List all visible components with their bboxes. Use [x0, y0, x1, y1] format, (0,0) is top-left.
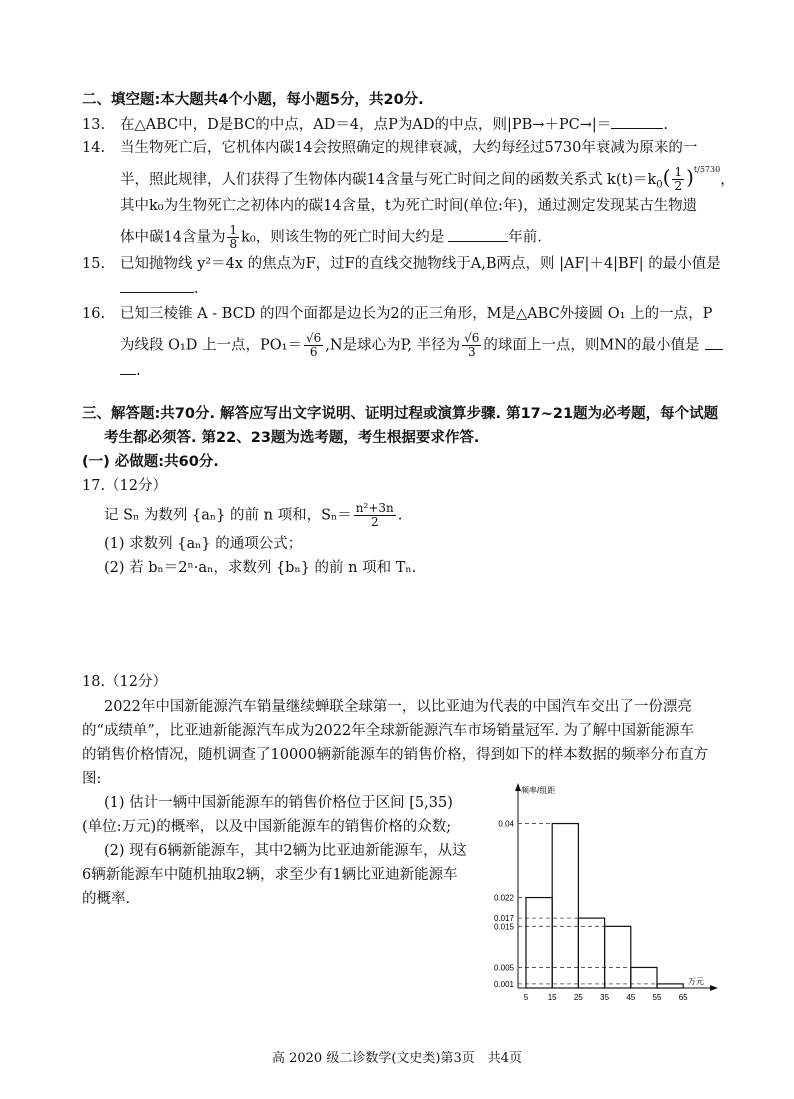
question-number: 15. [82, 256, 106, 272]
y-tick-label: 0.005 [493, 963, 514, 973]
x-tick-label: 45 [626, 993, 636, 1002]
close-paren: ) [686, 164, 694, 189]
x-tick-label: 5 [523, 993, 529, 1002]
question-text: 在△ABC中，D是BC的中点，AD＝4，点P为AD的中点，则 [120, 117, 507, 133]
section3-heading-cont: 考生都必须答. 第22、23题为选考题，考生根据要求作答. [104, 430, 480, 446]
fraction [354, 502, 396, 529]
fraction [304, 332, 323, 359]
question-text: 已知三棱锥 A - BCD 的四个面都是边长为2的正三角形，M是△ABC外接圆 O₁ 上的一点，P [120, 306, 713, 322]
question-text: 半，照此规律，人们获得了生物体内碳14含量与死亡时间之间的函数关系式 k(t)＝k [120, 171, 657, 188]
question-text: 为线段 O₁D 上一点，PO₁＝ [120, 337, 302, 354]
question-17-part2: (2) 若 bₙ＝2ⁿ·aₙ，求数列 {bₙ} 的前 n 项和 Tₙ. [104, 560, 417, 576]
denominator: 6 [309, 345, 318, 359]
numerator: 1 [229, 223, 238, 237]
question-18-text-line2: 的“成绩单”，比亚迪新能源汽车成为2022年全球新能源汽车市场销量冠军. 为了解中国新能源车 [82, 723, 694, 739]
histogram-bar [605, 926, 631, 988]
question-17-number: 17.（12分） [82, 478, 168, 494]
answer-blank[interactable] [611, 114, 663, 129]
answer-blank[interactable] [448, 227, 508, 242]
question-14-line2 [120, 166, 735, 196]
question-15-line1 [82, 254, 721, 274]
comma: ， [720, 171, 735, 188]
question-18-text-line1: 2022年中国新能源汽车销量继续蝉联全球第一，以比亚迪为代表的中国汽车交出了一份漂亮 [104, 699, 692, 715]
frequency-histogram [480, 778, 720, 1010]
question-text: 年前. [508, 229, 542, 246]
vector-expression: |PB→＋PC→|＝ [506, 117, 612, 133]
question-17-part1: (1) 求数列 {aₙ} 的通项公式； [104, 536, 303, 552]
x-tick-label: 15 [547, 993, 557, 1002]
question-text: 当生物死亡后，它机体内碳14会按照确定的规律衰减，大约每经过5730年衰减为原来的一 [120, 140, 698, 156]
subscript: 0 [656, 179, 663, 191]
histogram-bar [578, 918, 604, 988]
fraction [672, 166, 684, 193]
question-number: 14. [82, 140, 106, 156]
question-number: 13. [82, 117, 106, 133]
x-tick-label: 35 [600, 993, 610, 1002]
question-text: 已知抛物线 y²＝4x 的焦点为F，过F的直线交抛物线于A,B两点，则 |AF|＋4|BF| 的最小值是 [120, 256, 721, 272]
y-tick-label: 0.04 [498, 819, 514, 829]
question-18-part2-line1: (2) 现有6辆新能源车，其中2辆为比亚迪新能源车，从这 [104, 843, 467, 859]
question-15-line2 [120, 278, 199, 299]
denominator: 3 [467, 345, 476, 359]
histogram-bar [631, 967, 657, 988]
answer-blank[interactable] [120, 278, 194, 293]
exponent: t/5730 [693, 165, 721, 174]
y-tick-label: 0.015 [493, 922, 514, 932]
denominator: 2 [370, 515, 379, 529]
question-14-line1 [82, 138, 697, 158]
question-18-text-line3: 的销售价格情况，随机调查了10000辆新能源车的销售价格，得到如下的样本数据的频率分布直方 [82, 747, 709, 763]
question-17-statement [104, 502, 402, 529]
question-text: 的球面上一点，则MN的最小值是 [483, 337, 700, 354]
page-footer: 高 2020 级二诊数学(文史类)第3页 共4页 [271, 1051, 523, 1066]
question-text: k₀，则该生物的死亡时间大约是 [241, 229, 445, 246]
answer-blank[interactable] [705, 335, 723, 350]
question-18-text-line4: 图: [82, 771, 102, 787]
x-tick-label: 65 [678, 993, 688, 1002]
numerator: √6 [306, 331, 322, 345]
x-tick-label: 25 [573, 993, 583, 1002]
numerator: n²+3n [355, 501, 394, 515]
period: . [663, 117, 668, 133]
numerator: 1 [674, 165, 683, 180]
x-axis-label: 万元 [688, 977, 704, 986]
histogram-bar [657, 984, 683, 988]
histogram-axes [515, 783, 718, 991]
question-18-part1-line1: (1) 估计一辆中国新能源车的销售价格位于区间 [5,35) [104, 795, 453, 811]
histogram-bar [552, 824, 578, 988]
answer-blank-cont[interactable] [120, 360, 136, 375]
period: . [194, 281, 199, 297]
fraction [227, 224, 239, 251]
y-axis-label: 频率/组距 [521, 786, 556, 795]
y-tick-label: 0.022 [493, 893, 514, 903]
numerator: √6 [464, 331, 480, 345]
question-text: ,N是球心为P, 半径为 [325, 337, 461, 354]
question-14-line3: 其中k₀为生物死亡之初体内的碳14含量，t为死亡时间(单位:年)，通过测定发现某古生物遗 [120, 198, 698, 214]
period: . [136, 363, 141, 379]
y-tick-label: 0.001 [493, 979, 514, 989]
question-number: 16. [82, 306, 106, 322]
question-text: 记 Sₙ 为数列 {aₙ} 的前 n 项和，Sₙ＝ [104, 507, 352, 524]
section3-subheading: (一) 必做题:共60分. [82, 454, 219, 470]
section3-heading: 三、解答题:共70分. 解答应写出文字说明、证明过程或演算步骤. 第17~21题为必考题，每个试题 [82, 406, 719, 422]
question-text: 体中碳14含量为 [120, 229, 226, 246]
x-axis-arrow [710, 985, 718, 991]
fraction [462, 332, 481, 359]
question-18-part2-line3: 的概率. [82, 891, 131, 907]
denominator: 2 [674, 179, 683, 194]
period: . [397, 507, 403, 524]
question-16-line1 [82, 304, 712, 324]
question-16-line3 [120, 360, 141, 381]
question-14-line4 [120, 224, 542, 251]
histogram-bar [526, 898, 552, 988]
histogram-bars [526, 824, 683, 988]
question-16-line2 [120, 332, 723, 359]
question-18-number: 18.（12分） [82, 674, 168, 690]
denominator: 8 [229, 237, 238, 251]
question-13 [82, 114, 668, 135]
y-tick-label: 0.017 [493, 914, 514, 924]
question-18-part2-line2: 6辆新能源车中随机抽取2辆，求至少有1辆比亚迪新能源车 [82, 867, 458, 883]
open-paren: ( [662, 164, 671, 189]
x-tick-label: 55 [652, 993, 662, 1002]
section2-heading: 二、填空题:本大题共4个小题，每小题5分，共20分. [82, 92, 424, 108]
question-18-part1-line2: (单位:万元)的概率，以及中国新能源车的销售价格的众数; [82, 819, 452, 835]
